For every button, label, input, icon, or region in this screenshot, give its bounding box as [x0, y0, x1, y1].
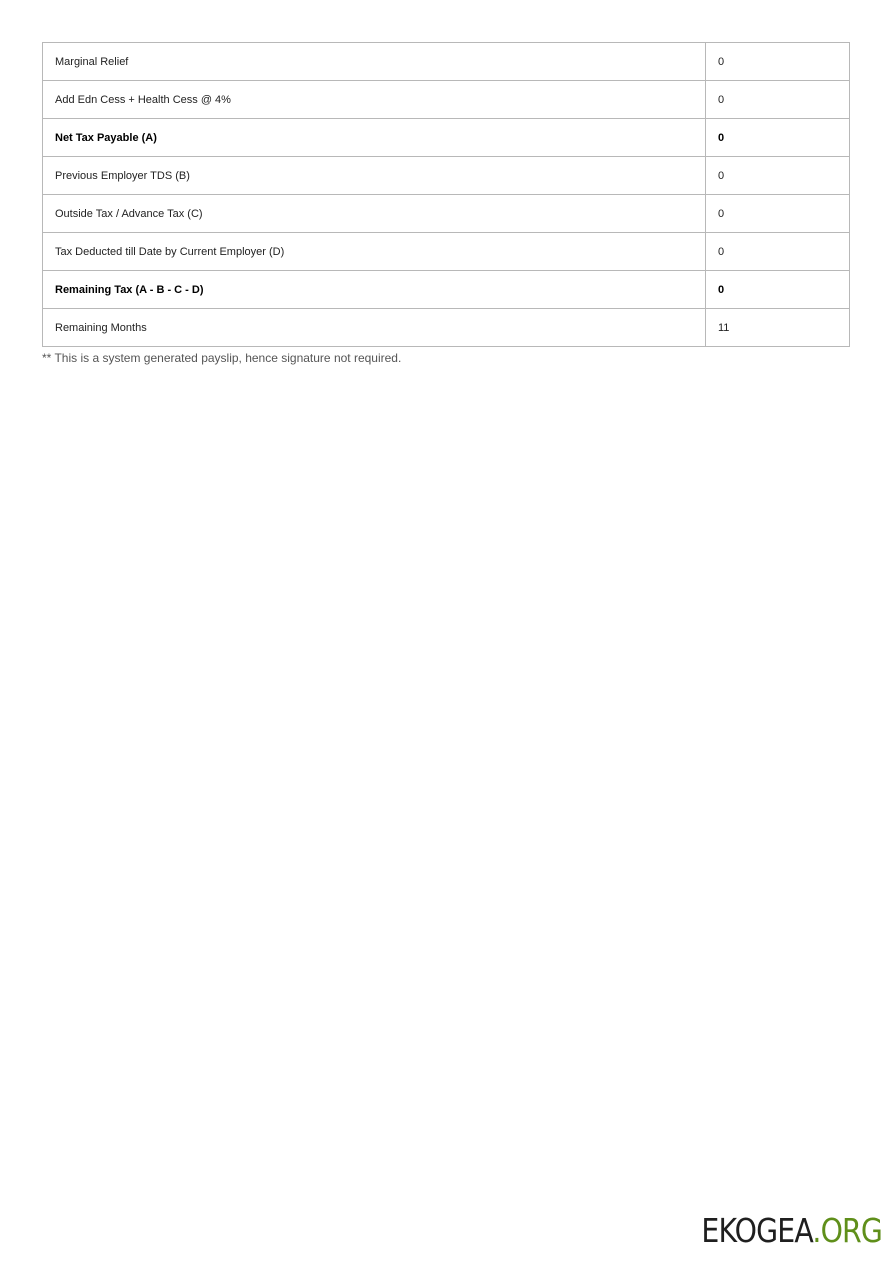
table-row [43, 233, 850, 271]
row-label: Previous Employer TDS (B) [43, 157, 706, 195]
watermark-text-main: EKOGEA [701, 1211, 813, 1250]
row-value: 0 [706, 119, 850, 157]
table-row [43, 81, 850, 119]
table-row [43, 309, 850, 347]
row-label: Remaining Tax (A - B - C - D) [43, 271, 706, 309]
table-row [43, 157, 850, 195]
row-label: Marginal Relief [43, 43, 706, 81]
row-value: 0 [706, 157, 850, 195]
row-value: 0 [706, 271, 850, 309]
table-row [43, 119, 850, 157]
ekogea-watermark-logo [701, 1213, 882, 1249]
table-row [43, 43, 850, 81]
table-row [43, 271, 850, 309]
row-value: 0 [706, 233, 850, 271]
tax-summary-table [42, 42, 850, 347]
row-value: 0 [706, 43, 850, 81]
row-value: 0 [706, 195, 850, 233]
row-value: 11 [706, 309, 850, 347]
watermark-text-suffix: .ORG [812, 1211, 882, 1250]
row-label: Outside Tax / Advance Tax (C) [43, 195, 706, 233]
row-label: Add Edn Cess + Health Cess @ 4% [43, 81, 706, 119]
signature-footnote: ** This is a system generated payslip, hence signature not required. [42, 351, 402, 365]
table-row [43, 195, 850, 233]
row-label: Net Tax Payable (A) [43, 119, 706, 157]
row-value: 0 [706, 81, 850, 119]
row-label: Tax Deducted till Date by Current Employer (D) [43, 233, 706, 271]
row-label: Remaining Months [43, 309, 706, 347]
